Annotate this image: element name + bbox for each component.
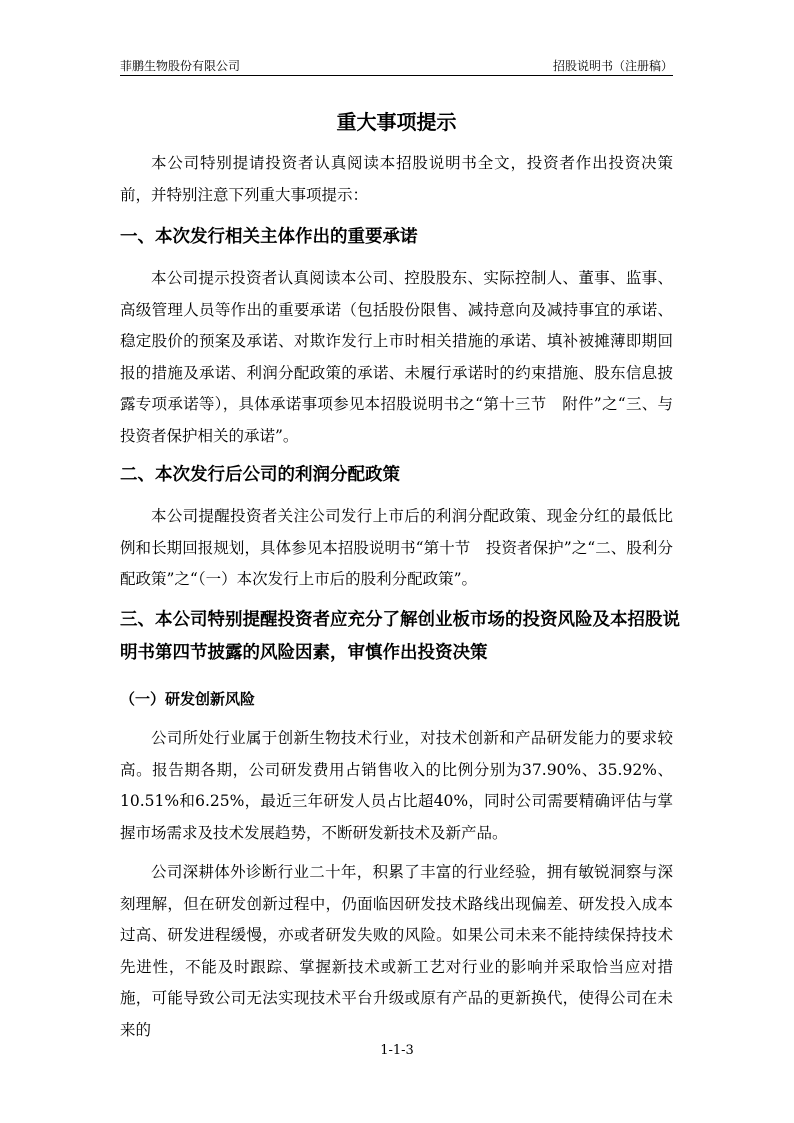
intro-paragraph: 本公司特别提请投资者认真阅读本招股说明书全文，投资者作出投资决策前，并特别注意下列重大事项提示： [120,154,673,204]
page-header [120,56,673,76]
section-2-paragraph: 本公司提醒投资者关注公司发行上市后的利润分配政策、现金分红的最低比例和长期回报规划，具体参见本招股说明书“第十节 投资者保护”之“二、股利分配政策”之“（一）本次发行上市后的股利分配政策”。 [120,507,673,588]
page-title: 重大事项提示 [336,110,457,134]
section-1-paragraph: 本公司提示投资者认真阅读本公司、控股股东、实际控制人、董事、监事、高级管理人员等作出的重要承诺（包括股份限售、减持意向及减持事宜的承诺、稳定股价的预案及承诺、对欺诈发行上市时相关措施的承诺、填补被摊薄即期回报的措施及承诺、利润分配政策的承诺、未履行承诺时的约束措施、股东信息披露专项承诺等），具体承诺事项参见本招股说明书之“第十三节 附件”之“三、与投资者保护相关的承诺”。 [120,269,673,445]
section-1-heading: 一、本次发行相关主体作出的重要承诺 [120,227,418,247]
header-company: 菲鹏生物股份有限公司 [120,59,241,73]
section-2-heading: 二、本次发行后公司的利润分配政策 [120,465,400,485]
section-3-paragraph-1: 公司所处行业属于创新生物技术行业，对技术创新和产品研发能力的要求较高。报告期各期，公司研发费用占销售收入的比例分别为37.90%、35.92%、10.51%和6.25%，最近三年研发人员占比超40%，同时公司需要精确评估与掌握市场需求及技术发展趋势，不断研发新技术及新产品。 [120,729,673,842]
section-3-subheading: （一）研发创新风险 [120,690,256,708]
header-doc-type: 招股说明书（注册稿） [552,59,673,73]
page-number: 1-1-3 [380,1043,414,1058]
section-3-heading: 三、本公司特别提醒投资者应充分了解创业板市场的投资风险及本招股说明书第四节披露的风险因素，审慎作出投资决策 [120,610,680,663]
section-3-paragraph-2: 公司深耕体外诊断行业二十年，积累了丰富的行业经验，拥有敏锐洞察与深刻理解，但在研发创新过程中，仍面临因研发技术路线出现偏差、研发投入成本过高、研发进程缓慢，亦或者研发失败的风险。如果公司未来不能持续保持技术先进性，不能及时跟踪、掌握新技术或新工艺对行业的影响并采取恰当应对措施，可能导致公司无法实现技术平台升级或原有产品的更新换代，使得公司在未来的 [120,863,673,1039]
